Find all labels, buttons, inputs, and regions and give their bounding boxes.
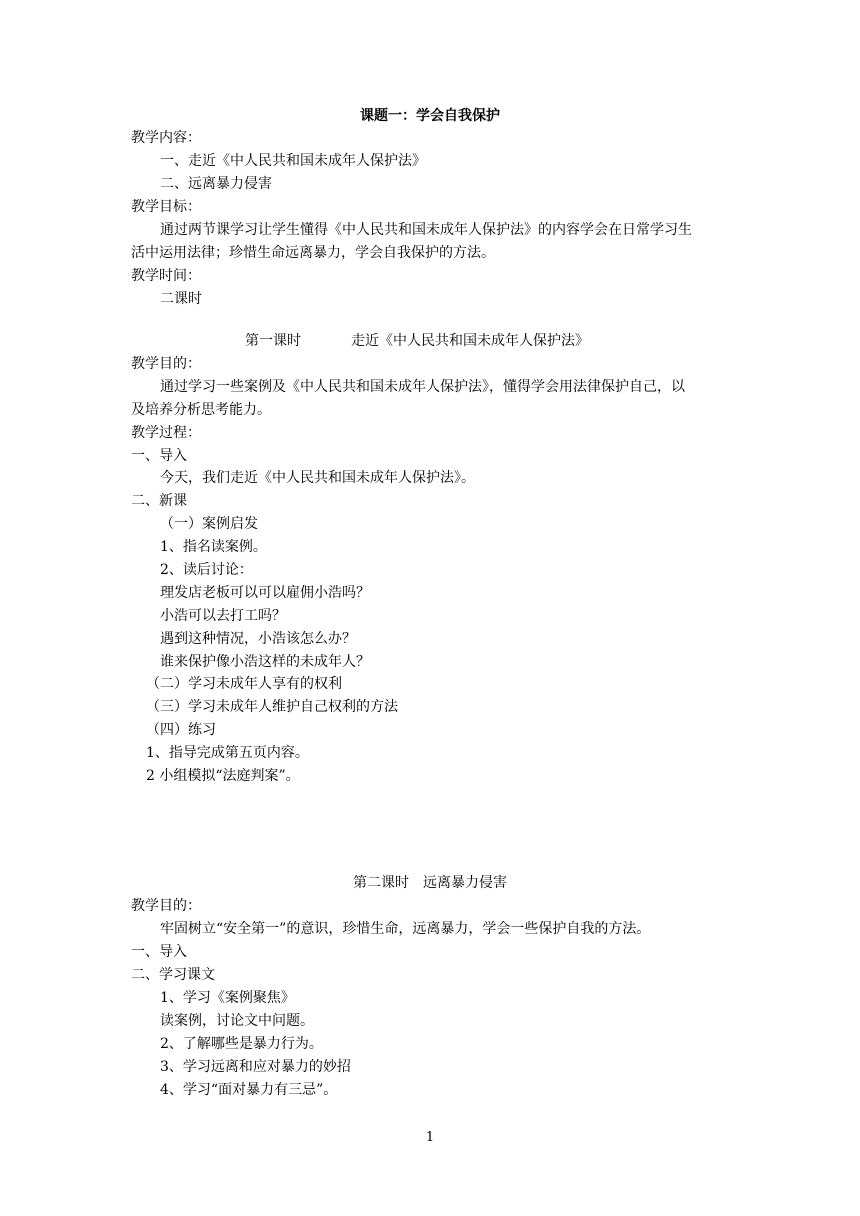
lesson1-line: 1、指导完成第五页内容。 <box>146 745 309 761</box>
section-label-content: 教学内容： <box>131 130 201 146</box>
lesson1-line: 教学目的： <box>131 356 201 372</box>
lesson1-heading-number: 第一课时 <box>245 333 301 349</box>
lesson1-line: 二、新课 <box>131 493 187 509</box>
document-title: 课题一：学会自我保护 <box>360 108 500 124</box>
content-item-1: 一、走近《中人民共和国未成年人保护法》 <box>160 153 426 169</box>
lesson1-line: 及培养分析思考能力。 <box>131 402 271 418</box>
goals-text-line-1: 通过两节课学习让学生懂得《中人民共和国未成年人保护法》的内容学会在日常学习生 <box>160 222 692 238</box>
lesson1-heading-title: 走近《中人民共和国未成年人保护法》 <box>351 333 589 349</box>
lesson1-line: 教学过程： <box>131 425 201 441</box>
lesson1-line: 今天，我们走近《中人民共和国未成年人保护法》。 <box>160 470 475 486</box>
lesson1-line: 遇到这种情况，小浩该怎么办？ <box>160 631 356 647</box>
lesson1-line: 小浩可以去打工吗？ <box>160 608 286 624</box>
lesson1-line: 2、读后讨论： <box>160 562 253 578</box>
lesson2-line: 3、学习远离和应对暴力的妙招 <box>160 1059 351 1075</box>
lesson1-line: 谁来保护像小浩这样的未成年人？ <box>160 654 370 670</box>
lesson2-line: 牢固树立“安全第一”的意识，珍惜生命，远离暴力，学会一些保护自我的方法。 <box>160 921 651 937</box>
lesson2-line: 4、学习“面对暴力有三忌”。 <box>160 1082 338 1098</box>
lesson1-line: 通过学习一些案例及《中人民共和国未成年人保护法》，懂得学会用法律保护自己，以 <box>160 379 685 395</box>
lesson1-line: （三）学习未成年人维护自己权利的方法 <box>146 699 398 715</box>
lesson1-line: 2 小组模拟“法庭判案”。 <box>146 768 300 784</box>
lesson1-line: 理发店老板可以可以雇佣小浩吗？ <box>160 585 370 601</box>
lesson2-line: 1、学习《案例聚焦》 <box>160 990 295 1006</box>
time-text: 二课时 <box>160 291 202 307</box>
lesson1-line: 1、指名读案例。 <box>160 539 267 555</box>
lesson2-heading: 第二课时 远离暴力侵害 <box>353 875 507 891</box>
lesson2-line: 2、了解哪些是暴力行为。 <box>160 1036 323 1052</box>
lesson1-line: （二）学习未成年人享有的权利 <box>146 676 342 692</box>
lesson1-line: （一）案例启发 <box>160 516 258 532</box>
lesson2-line: 教学目的： <box>131 898 201 914</box>
section-label-goals: 教学目标： <box>131 199 201 215</box>
lesson2-line: 二、学习课文 <box>131 967 215 983</box>
content-item-2: 二、远离暴力侵害 <box>160 176 272 192</box>
lesson1-line: 一、导入 <box>131 448 187 464</box>
lesson2-line: 读案例，讨论文中问题。 <box>160 1013 314 1029</box>
section-label-time: 教学时间： <box>131 268 201 284</box>
page-number: 1 <box>425 1130 435 1145</box>
lesson2-line: 一、导入 <box>131 944 187 960</box>
lesson1-line: （四）练习 <box>146 722 216 738</box>
goals-text-line-2: 活中运用法律；珍惜生命远离暴力，学会自我保护的方法。 <box>131 245 495 261</box>
